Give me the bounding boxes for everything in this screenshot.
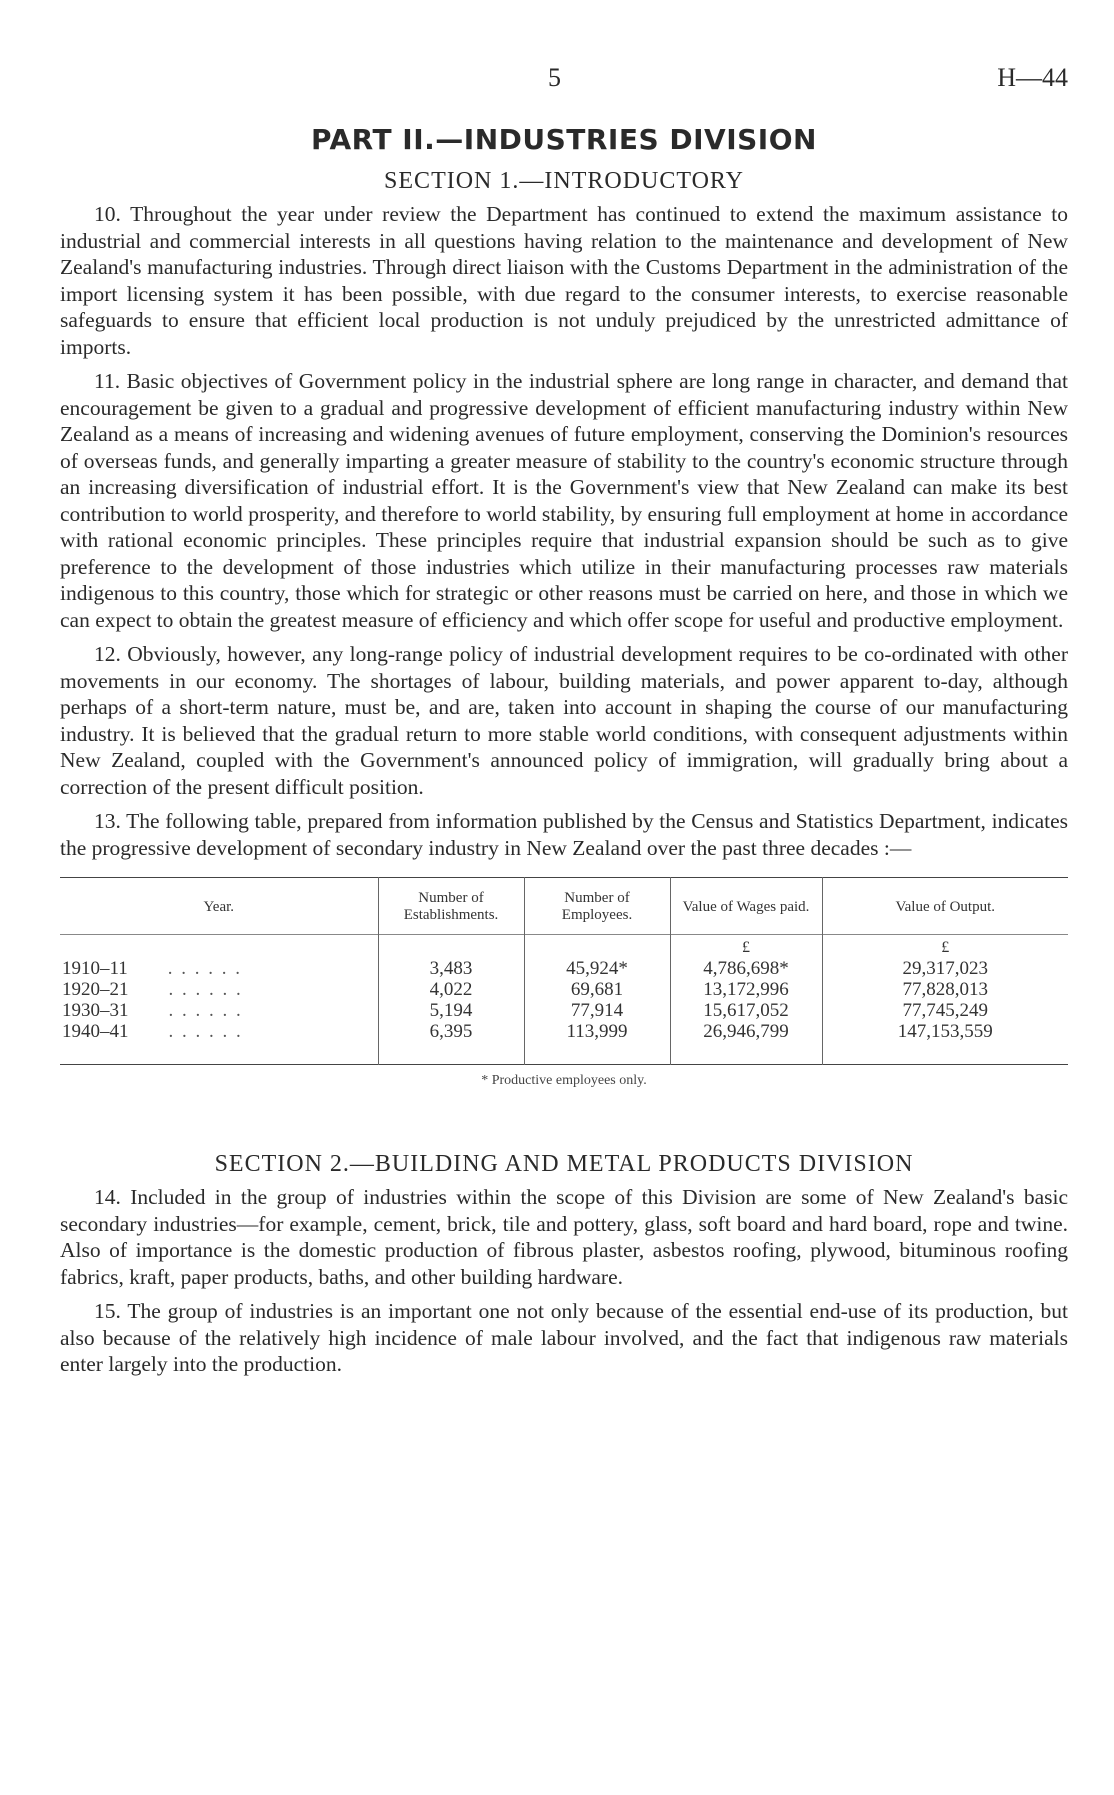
paragraph-14: 14. Included in the group of industries within the scope of this Division are some of New Zealand's basic secondary industries—for example, cement, brick, tile and pottery, glass, soft board and hard board, rope and twine. Also of importance is the domestic production of fibrous plaster, asbestos roofing, plywood, bituminous roofing fabrics, kraft, paper products, baths, and other building hardware. (60, 1185, 1068, 1289)
section-2-title: SECTION 2.—BUILDING AND METAL PRODUCTS DIVISION (214, 1151, 914, 1177)
paragraph-10: 10. Throughout the year under review the Department has continued to extend the maximum assistance to industrial and commercial interests in all questions having relation to the maintenance and development of New Zealand's manufacturing industries. Through direct liaison with the Customs Department in the administration of the import licensing system it has been possible, with due regard to the consumer interests, to exercise reasonable safeguards to ensure that efficient local production is not unduly prejudiced by the unrestricted admittance of imports. (60, 202, 1068, 359)
header-wages: Value of Wages paid. (670, 878, 822, 935)
year-cell (60, 1000, 378, 1021)
year-cell (60, 979, 378, 1000)
industry-statistics-table (60, 877, 1068, 1065)
paragraph-12: 12. Obviously, however, any long-range policy of industrial development requires to be co-ordinated with other movements in our economy. The shortages of labour, building materials, and power apparent to-day, although perhaps of a short-term nature, must be, and are, taken into account in shaping the course of our manufacturing industry. It is believed that the gradual return to more stable world conditions, with consequent adjustments within New Zealand, coupled with the Government's announced policy of immigration, will gradually bring about a correction of the present difficult position. (60, 642, 1068, 799)
unit-cell (524, 935, 670, 959)
table-row (60, 979, 1068, 1000)
output-cell: 147,153,559 (822, 1021, 1068, 1065)
unit-cell (60, 935, 378, 959)
table-row (60, 958, 1068, 979)
establishments-cell: 4,022 (378, 979, 524, 1000)
year-cell (60, 1021, 378, 1065)
wages-cell: 13,172,996 (670, 979, 822, 1000)
unit-cell: £ (822, 935, 1068, 959)
unit-cell: £ (670, 935, 822, 959)
part-title: PART II.—INDUSTRIES DIVISION (311, 123, 817, 156)
section-1-title: SECTION 1.—INTRODUCTORY (384, 168, 744, 194)
leader-dots: . . . . . . (168, 979, 243, 1000)
page-number: 5 (548, 63, 561, 92)
establishments-cell: 3,483 (378, 958, 524, 979)
header-output: Value of Output. (822, 878, 1068, 935)
header-establishments: Number of Establishments. (378, 878, 524, 935)
leader-dots: . . . . . . (168, 1000, 243, 1021)
page-header (60, 55, 1068, 95)
establishments-cell: 6,395 (378, 1021, 524, 1065)
document-page (60, 55, 1068, 1378)
header-year: Year. (203, 898, 235, 915)
paragraph-15: 15. The group of industries is an important one not only because of the essential end-use of its production, but also because of the relatively high incidence of male labour involved, and the fact that indigenous raw materials enter largely into the production. (60, 1299, 1068, 1376)
year-cell (60, 958, 378, 979)
year-label: 1940–41 (62, 1021, 129, 1042)
table-unit-row (60, 935, 1068, 959)
document-reference: H—44 (997, 63, 1068, 92)
header-employees: Number of Employees. (524, 878, 670, 935)
output-cell: 29,317,023 (822, 958, 1068, 979)
leader-dots: . . . . . . (167, 958, 243, 979)
table-row (60, 1021, 1068, 1065)
leader-dots: . . . . . . (168, 1021, 243, 1042)
employees-cell: 113,999 (524, 1021, 670, 1065)
wages-cell: 4,786,698* (670, 958, 822, 979)
table-header-row (60, 878, 1068, 935)
employees-cell: 45,924* (524, 958, 670, 979)
employees-cell: 77,914 (524, 1000, 670, 1021)
year-label: 1930–31 (62, 1000, 129, 1021)
wages-cell: 15,617,052 (670, 1000, 822, 1021)
employees-cell: 69,681 (524, 979, 670, 1000)
paragraph-11: 11. Basic objectives of Government policy in the industrial sphere are long range in character, and demand that encouragement be given to a gradual and progressive development of efficient manufacturing industry within New Zealand as a means of increasing and widening avenues of future employment, conserving the Dominion's resources of overseas funds, and generally imparting a greater measure of stability to the country's economic structure through an increasing diversification of industrial effort. It is the Government's view that New Zealand can make its best contribution to world prosperity, and therefore to world stability, by ensuring full employment at home in accordance with rational economic principles. These principles require that industrial expansion should be such as to give preference to the development of those industries which utilize in their manufacturing processes raw materials indigenous to this country, those which for strategic or other reasons must be carried on here, and those in which we can expect to obtain the greatest measure of efficiency and which offer scope for useful and productive employment. (60, 369, 1068, 632)
unit-cell (378, 935, 524, 959)
output-cell: 77,828,013 (822, 979, 1068, 1000)
year-label: 1920–21 (62, 979, 129, 1000)
year-label: 1910–11 (62, 958, 128, 979)
table-row (60, 1000, 1068, 1021)
wages-cell: 26,946,799 (670, 1021, 822, 1065)
paragraph-13: 13. The following table, prepared from information published by the Census and Statistics Department, indicates the progressive development of secondary industry in New Zealand over the past three decades :— (60, 809, 1068, 860)
table-footnote: * Productive employees only. (481, 1073, 647, 1088)
output-cell: 77,745,249 (822, 1000, 1068, 1021)
establishments-cell: 5,194 (378, 1000, 524, 1021)
